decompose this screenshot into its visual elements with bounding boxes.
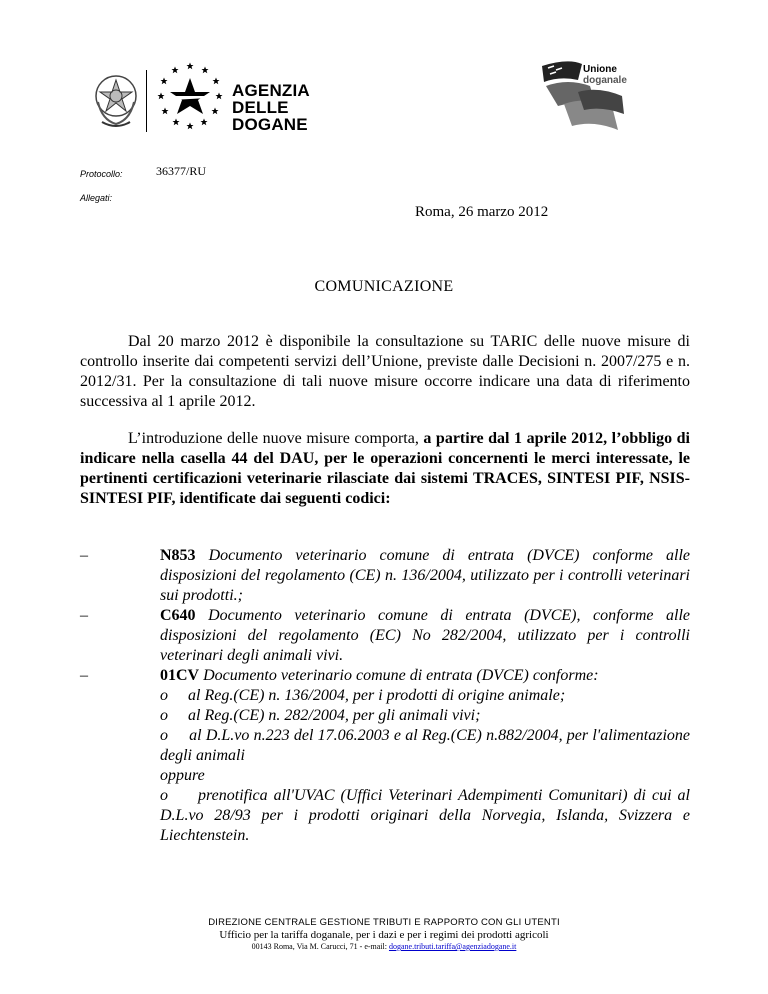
customs-union-label: [583, 64, 627, 86]
paragraph-2-bold: a partire dal 1 aprile 2012, l’obbligo di indicare nella casella 44 del DAU, per le operazioni concernenti le merci interessate, le pertinenti certificazioni veterinarie rilasciate dai sistemi TRACES, SINTESI PIF, NSIS-SINTESI PIF, identificate dai seguenti codici:: [80, 430, 690, 507]
agency-line-2: DELLE: [232, 98, 289, 117]
union-line-1: Unione: [583, 64, 617, 75]
page-footer: [0, 917, 768, 951]
union-line-2: doganale: [583, 75, 627, 86]
sub-bullet: o: [160, 787, 168, 804]
italian-republic-emblem-icon: [92, 72, 140, 132]
sub-item-text: prenotifica all'UVAC (Uffici Veterinari Adempimenti Comunitari) di cui al D.L.vo 28/93 per i prodotti originari della Norvegia, Islanda, Svizzera e Liechtenstein.: [160, 787, 690, 844]
agency-stars-logo-icon: [150, 60, 230, 130]
footer-address: [0, 942, 768, 951]
sub-bullet: o: [160, 707, 168, 724]
list-item: [80, 606, 690, 666]
sub-item-text: al Reg.(CE) n. 136/2004, per i prodotti di origine animale;: [188, 687, 566, 704]
list-dash: –: [80, 607, 88, 624]
footer-address-text: 00143 Roma, Via M. Carucci, 71 - e-mail:: [251, 942, 389, 951]
agency-line-3: DOGANE: [232, 115, 308, 134]
oppure-text: oppure: [160, 767, 205, 784]
sub-item-text: al D.L.vo n.223 del 17.06.2003 e al Reg.(CE) n.882/2004, per l'alimentazione degli animali: [160, 727, 690, 764]
footer-directorate: DIREZIONE CENTRALE GESTIONE TRIBUTI E RAPPORTO CON GLI UTENTI: [208, 917, 560, 928]
list-item: [80, 666, 690, 846]
code-n853: N853: [160, 547, 196, 564]
list-dash: –: [80, 667, 88, 684]
protocollo-value: 36377/RU: [156, 164, 207, 178]
code-c640: C640: [160, 607, 196, 624]
paragraph-2-intro: L’introduzione delle nuove misure comporta,: [128, 430, 424, 447]
footer-email-link[interactable]: dogane.tributi.tariffa@agenziadogane.it: [388, 942, 517, 951]
paragraph-1: Dal 20 marzo 2012 è disponibile la consultazione su TARIC delle nuove misure di controllo inserite dai competenti servizi dell’Unione, previste dalle Decisioni n. 2007/275 e n. 2012/31. Per la consultazione di tali nuove misure occorre indicare una data di riferimento successiva al 1 aprile 2012.: [80, 333, 690, 410]
list-item: [80, 546, 690, 606]
agency-name: [232, 82, 310, 133]
sub-item: [160, 686, 690, 706]
paragraph-2: [80, 429, 690, 509]
sub-item: [160, 786, 690, 846]
sub-bullet: o: [160, 687, 168, 704]
document-date: Roma, 26 marzo 2012: [415, 204, 549, 220]
allegati-label: Allegati:: [80, 193, 113, 203]
agency-line-1: AGENZIA: [232, 81, 310, 100]
code-description: Documento veterinario comune di entrata (DVCE) conforme:: [199, 667, 599, 684]
sub-item: [160, 706, 690, 726]
code-01cv: 01CV: [160, 667, 200, 684]
sub-item: [160, 726, 690, 766]
document-title: COMUNICAZIONE: [314, 278, 454, 295]
protocollo-label: Protocollo:: [80, 169, 123, 179]
list-dash: –: [80, 547, 88, 564]
logo-divider: [146, 70, 147, 132]
code-description: Documento veterinario comune di entrata (DVCE) conforme alle disposizioni del regolamento (CE) n. 136/2004, utilizzato per i controlli veterinari sui prodotti.;: [160, 547, 690, 604]
sub-bullet: o: [160, 727, 168, 744]
code-description: Documento veterinario comune di entrata (DVCE), conforme alle disposizioni del regolamento (EC) No 282/2004, utilizzato per i controlli veterinari degli animali vivi.: [160, 607, 690, 664]
footer-office: Ufficio per la tariffa doganale, per i dazi e per i regimi dei prodotti agricoli: [219, 929, 549, 941]
sub-item-text: al Reg.(CE) n. 282/2004, per gli animali vivi;: [188, 707, 481, 724]
codes-list: [80, 546, 690, 846]
